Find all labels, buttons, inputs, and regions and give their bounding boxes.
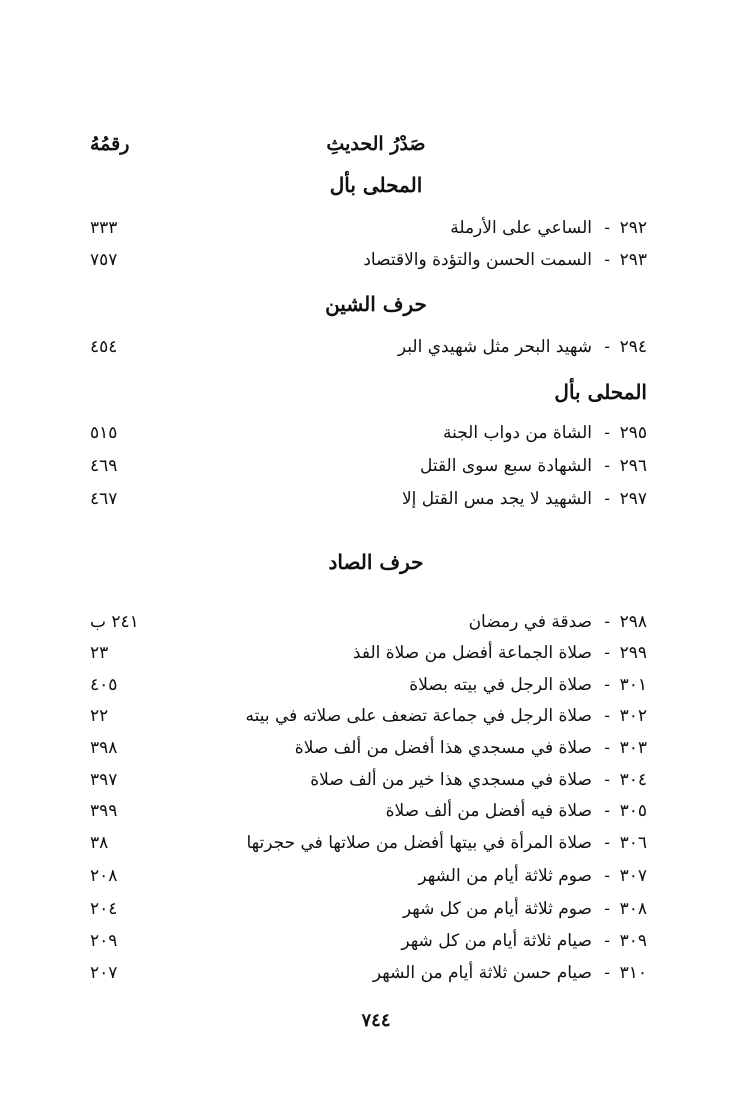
entry-ref: ٤٥٤	[90, 337, 118, 357]
entry-text: صلاة المرأة في بيتها أفضل من صلاتها في حجرتها	[246, 833, 592, 853]
entry-dash: -	[604, 801, 610, 821]
entry-text: السمت الحسن والتؤدة والاقتصاد	[363, 250, 592, 270]
entry-dash: -	[604, 866, 610, 886]
entry-dash: -	[604, 899, 610, 919]
list-item	[0, 456, 752, 486]
entry-text: الشهيد لا يجد مس القتل إلا	[401, 489, 592, 509]
section-title: المحلى بأل	[554, 380, 647, 404]
entry-text: الشاة من دواب الجنة	[442, 423, 592, 443]
entry-number: ٣١٠	[619, 963, 647, 983]
entry-number: ٢٩٥	[619, 423, 647, 443]
entry-text: صيام حسن ثلاثة أيام من الشهر	[372, 963, 592, 983]
list-item	[0, 801, 752, 831]
entry-number: ٣٠٨	[619, 899, 647, 919]
entry-text: صلاة الجماعة أفضل من صلاة الفذ	[352, 643, 592, 663]
entry-ref: ٣٩٧	[90, 770, 118, 790]
list-item	[0, 612, 752, 642]
list-item	[0, 770, 752, 800]
entry-ref: ٣٩٩	[90, 801, 118, 821]
entry-ref: ٤٦٩	[90, 456, 118, 476]
entry-ref: ٢٠٩	[90, 931, 118, 951]
entry-dash: -	[604, 770, 610, 790]
entry-ref: ٧٥٧	[90, 250, 118, 270]
entry-number: ٢٩٦	[619, 456, 647, 476]
list-item	[0, 738, 752, 768]
entry-ref: ٤٠٥	[90, 675, 118, 695]
entry-text: الساعي على الأرملة	[450, 218, 592, 238]
entry-ref: ٣٩٨	[90, 738, 118, 758]
column-header-hadith: صَدْرُ الحديثِ	[326, 133, 426, 155]
entry-number: ٣٠٦	[619, 833, 647, 853]
list-item	[0, 423, 752, 453]
list-item	[0, 833, 752, 863]
entry-ref: ٢٠٨	[90, 866, 118, 886]
page-number: ٧٤٤	[361, 1010, 391, 1031]
entry-ref: ٢٠٧	[90, 963, 118, 983]
entry-text: صوم ثلاثة أيام من كل شهر	[402, 899, 592, 919]
list-item	[0, 963, 752, 993]
list-item	[0, 250, 752, 280]
entry-number: ٣٠٧	[619, 866, 647, 886]
entry-ref: ٢٠٤	[90, 899, 118, 919]
entry-number: ٣٠٥	[619, 801, 647, 821]
entry-dash: -	[604, 931, 610, 951]
entry-text: الشهادة سبع سوى القتل	[419, 456, 592, 476]
entry-text: صوم ثلاثة أيام من الشهر	[418, 866, 592, 886]
entry-dash: -	[604, 456, 610, 476]
entry-ref: ٢٤١ ب	[90, 612, 139, 632]
entry-text: صلاة في مسجدي هذا أفضل من ألف صلاة	[294, 738, 592, 758]
list-item	[0, 931, 752, 961]
list-item	[0, 899, 752, 929]
entry-dash: -	[604, 489, 610, 509]
section-title: المحلى بأل	[329, 173, 423, 197]
entry-number: ٢٩٣	[619, 250, 647, 270]
entry-number: ٢٩٧	[619, 489, 647, 509]
entry-dash: -	[604, 738, 610, 758]
entry-number: ٣٠٢	[619, 706, 647, 726]
entry-number: ٣٠٩	[619, 931, 647, 951]
entry-number: ٢٩٨	[619, 612, 647, 632]
entry-number: ٢٩٢	[619, 218, 647, 238]
list-item	[0, 675, 752, 705]
entry-dash: -	[604, 250, 610, 270]
entry-text: صلاة الرجل في جماعة تضعف على صلاته في بيته	[245, 706, 592, 726]
entry-text: صلاة في مسجدي هذا خير من ألف صلاة	[310, 770, 592, 790]
entry-ref: ٢٣	[90, 643, 109, 663]
list-item	[0, 706, 752, 736]
section-title: حرف الشين	[325, 292, 427, 316]
list-item	[0, 489, 752, 519]
entry-ref: ٣٣٣	[90, 218, 118, 238]
entry-ref: ٥١٥	[90, 423, 118, 443]
entry-dash: -	[604, 218, 610, 238]
list-item	[0, 643, 752, 673]
entry-text: صيام ثلاثة أيام من كل شهر	[401, 931, 592, 951]
entry-dash: -	[604, 337, 610, 357]
entry-number: ٣٠٤	[619, 770, 647, 790]
entry-ref: ٣٨	[90, 833, 109, 853]
entry-text: صلاة الرجل في بيته بصلاة	[409, 675, 592, 695]
entry-dash: -	[604, 706, 610, 726]
section-title: حرف الصاد	[328, 550, 424, 574]
list-item	[0, 337, 752, 367]
entry-ref: ٢٢	[90, 706, 109, 726]
entry-dash: -	[604, 423, 610, 443]
entry-number: ٣٠١	[619, 675, 647, 695]
entry-text: شهيد البحر مثل شهيدي البر	[397, 337, 592, 357]
list-item	[0, 866, 752, 896]
entry-number: ٢٩٩	[619, 643, 647, 663]
entry-number: ٢٩٤	[619, 337, 647, 357]
entry-text: صلاة فيه أفضل من ألف صلاة	[385, 801, 592, 821]
entry-text: صدقة في رمضان	[468, 612, 592, 632]
entry-dash: -	[604, 963, 610, 983]
entry-dash: -	[604, 643, 610, 663]
entry-dash: -	[604, 833, 610, 853]
list-item	[0, 218, 752, 248]
entry-number: ٣٠٣	[619, 738, 647, 758]
entry-dash: -	[604, 612, 610, 632]
entry-dash: -	[604, 675, 610, 695]
column-header-number: رقمُهُ	[90, 133, 130, 155]
entry-ref: ٤٦٧	[90, 489, 118, 509]
